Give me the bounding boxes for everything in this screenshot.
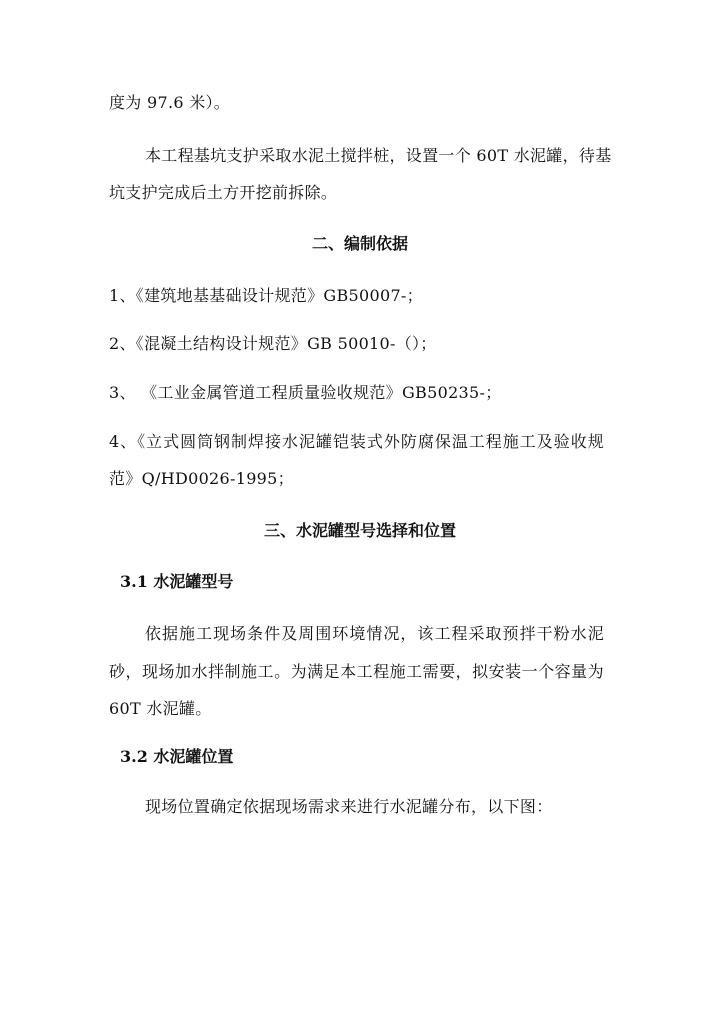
reference-item-1: 1、《建筑地基基础设计规范》GB50007-； bbox=[109, 286, 423, 305]
subsection-3-1-line-1: 依据施工现场条件及周围环境情况，该工程采取预拌干粉水泥 bbox=[145, 624, 604, 643]
subsection-3-2-line-1: 现场位置确定依据现场需求来进行水泥罐分布，以下图： bbox=[145, 797, 553, 816]
reference-item-2: 2、《混凝土结构设计规范》GB 50010-（）； bbox=[109, 334, 437, 353]
intro-line: 度为 97.6 米）。 bbox=[109, 93, 231, 112]
subsection-3-1-title: 3.1 水泥罐型号 bbox=[120, 572, 234, 591]
intro-paragraph-line-2: 坑支护完成后土方开挖前拆除。 bbox=[109, 183, 338, 202]
section-2-title: 二、编制依据 bbox=[311, 234, 408, 253]
reference-item-3: 3、 《工业金属管道工程质量验收规范》GB50235-； bbox=[109, 383, 502, 402]
section-3-title: 三、水泥罐型号选择和位置 bbox=[263, 521, 456, 540]
subsection-3-1-line-2: 砂，现场加水拌制施工。为满足本工程施工需要，拟安装一个容量为 bbox=[109, 662, 604, 681]
subsection-3-1-line-3: 60T 水泥罐。 bbox=[109, 699, 212, 718]
reference-item-4-line-1: 4、《立式圆筒钢制焊接水泥罐铠装式外防腐保温工程施工及验收规 bbox=[109, 432, 604, 451]
intro-paragraph-line-1: 本工程基坑支护采取水泥土搅拌桩，设置一个 60T 水泥罐，待基 bbox=[145, 146, 612, 165]
reference-item-4-line-2: 范》Q/HD0026-1995； bbox=[109, 469, 294, 488]
subsection-3-2-title: 3.2 水泥罐位置 bbox=[120, 747, 234, 766]
